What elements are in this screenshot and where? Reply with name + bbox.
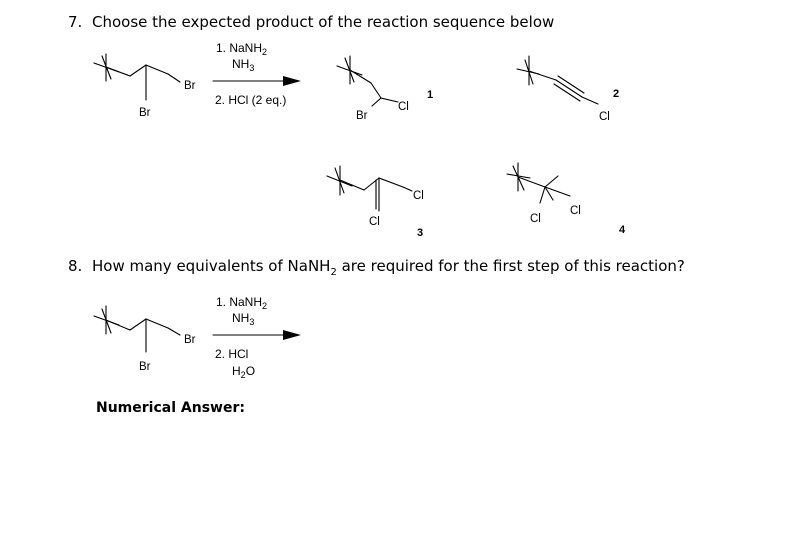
- option-1-cl: Cl: [398, 101, 409, 113]
- option-2-number: 2: [613, 88, 620, 100]
- q8-reagent1-line2: $NH_3$: [232, 311, 255, 327]
- q7-arrow-head: [283, 76, 301, 86]
- q7-reagent2: 2. HCl (2 eq.): [215, 93, 287, 107]
- option-1-br: Br: [356, 110, 368, 122]
- q7-reagents: [213, 41, 301, 107]
- question-8-text-sub: 2: [330, 267, 337, 278]
- option-1-number: 1: [427, 89, 434, 101]
- question-8-number: 8.: [68, 257, 83, 275]
- option-3-cl-1: Cl: [369, 216, 380, 228]
- question-8-text-suffix: are required for the first step of this reaction?: [336, 257, 685, 275]
- option-4-cl-1: Cl: [530, 213, 541, 225]
- q8-sm-br-1: Br: [184, 334, 196, 346]
- option-1-structure: [337, 56, 433, 122]
- q8-starting-material: [94, 306, 196, 373]
- q8-reagent2: 2. HCl: [215, 347, 249, 361]
- q8-reagent2-line2: $H_2O$: [232, 364, 256, 380]
- q8-reagents: [213, 295, 301, 380]
- question-8-text-prefix: How many equivalents of NaNH: [92, 257, 331, 275]
- q7-starting-material: [94, 54, 196, 119]
- option-4-cl-2: Cl: [570, 205, 581, 217]
- q7-sm-br-2: Br: [139, 107, 151, 119]
- option-3-number: 3: [417, 227, 424, 239]
- q8-reagent1: 1. NaNH$_2$: [216, 295, 268, 311]
- question-7-number: 7.: [68, 13, 83, 31]
- option-4-structure: [507, 163, 626, 236]
- option-3-structure: [327, 166, 424, 239]
- option-3-cl-2: Cl: [413, 190, 424, 202]
- option-2-cl: Cl: [599, 111, 610, 123]
- q7-reagent1: 1. NaNH$_2$: [216, 41, 268, 57]
- q7-sm-br-1: Br: [184, 80, 196, 92]
- question-7-text: Choose the expected product of the reaction sequence below: [92, 13, 555, 31]
- option-4-number: 4: [619, 224, 626, 236]
- q8-arrow-head: [283, 330, 301, 340]
- option-2-structure: [517, 56, 619, 123]
- q7-reagent1-line2: $NH_3$: [232, 57, 255, 73]
- numerical-answer-label: Numerical Answer:: [96, 400, 245, 416]
- q8-sm-br-2: Br: [139, 361, 151, 373]
